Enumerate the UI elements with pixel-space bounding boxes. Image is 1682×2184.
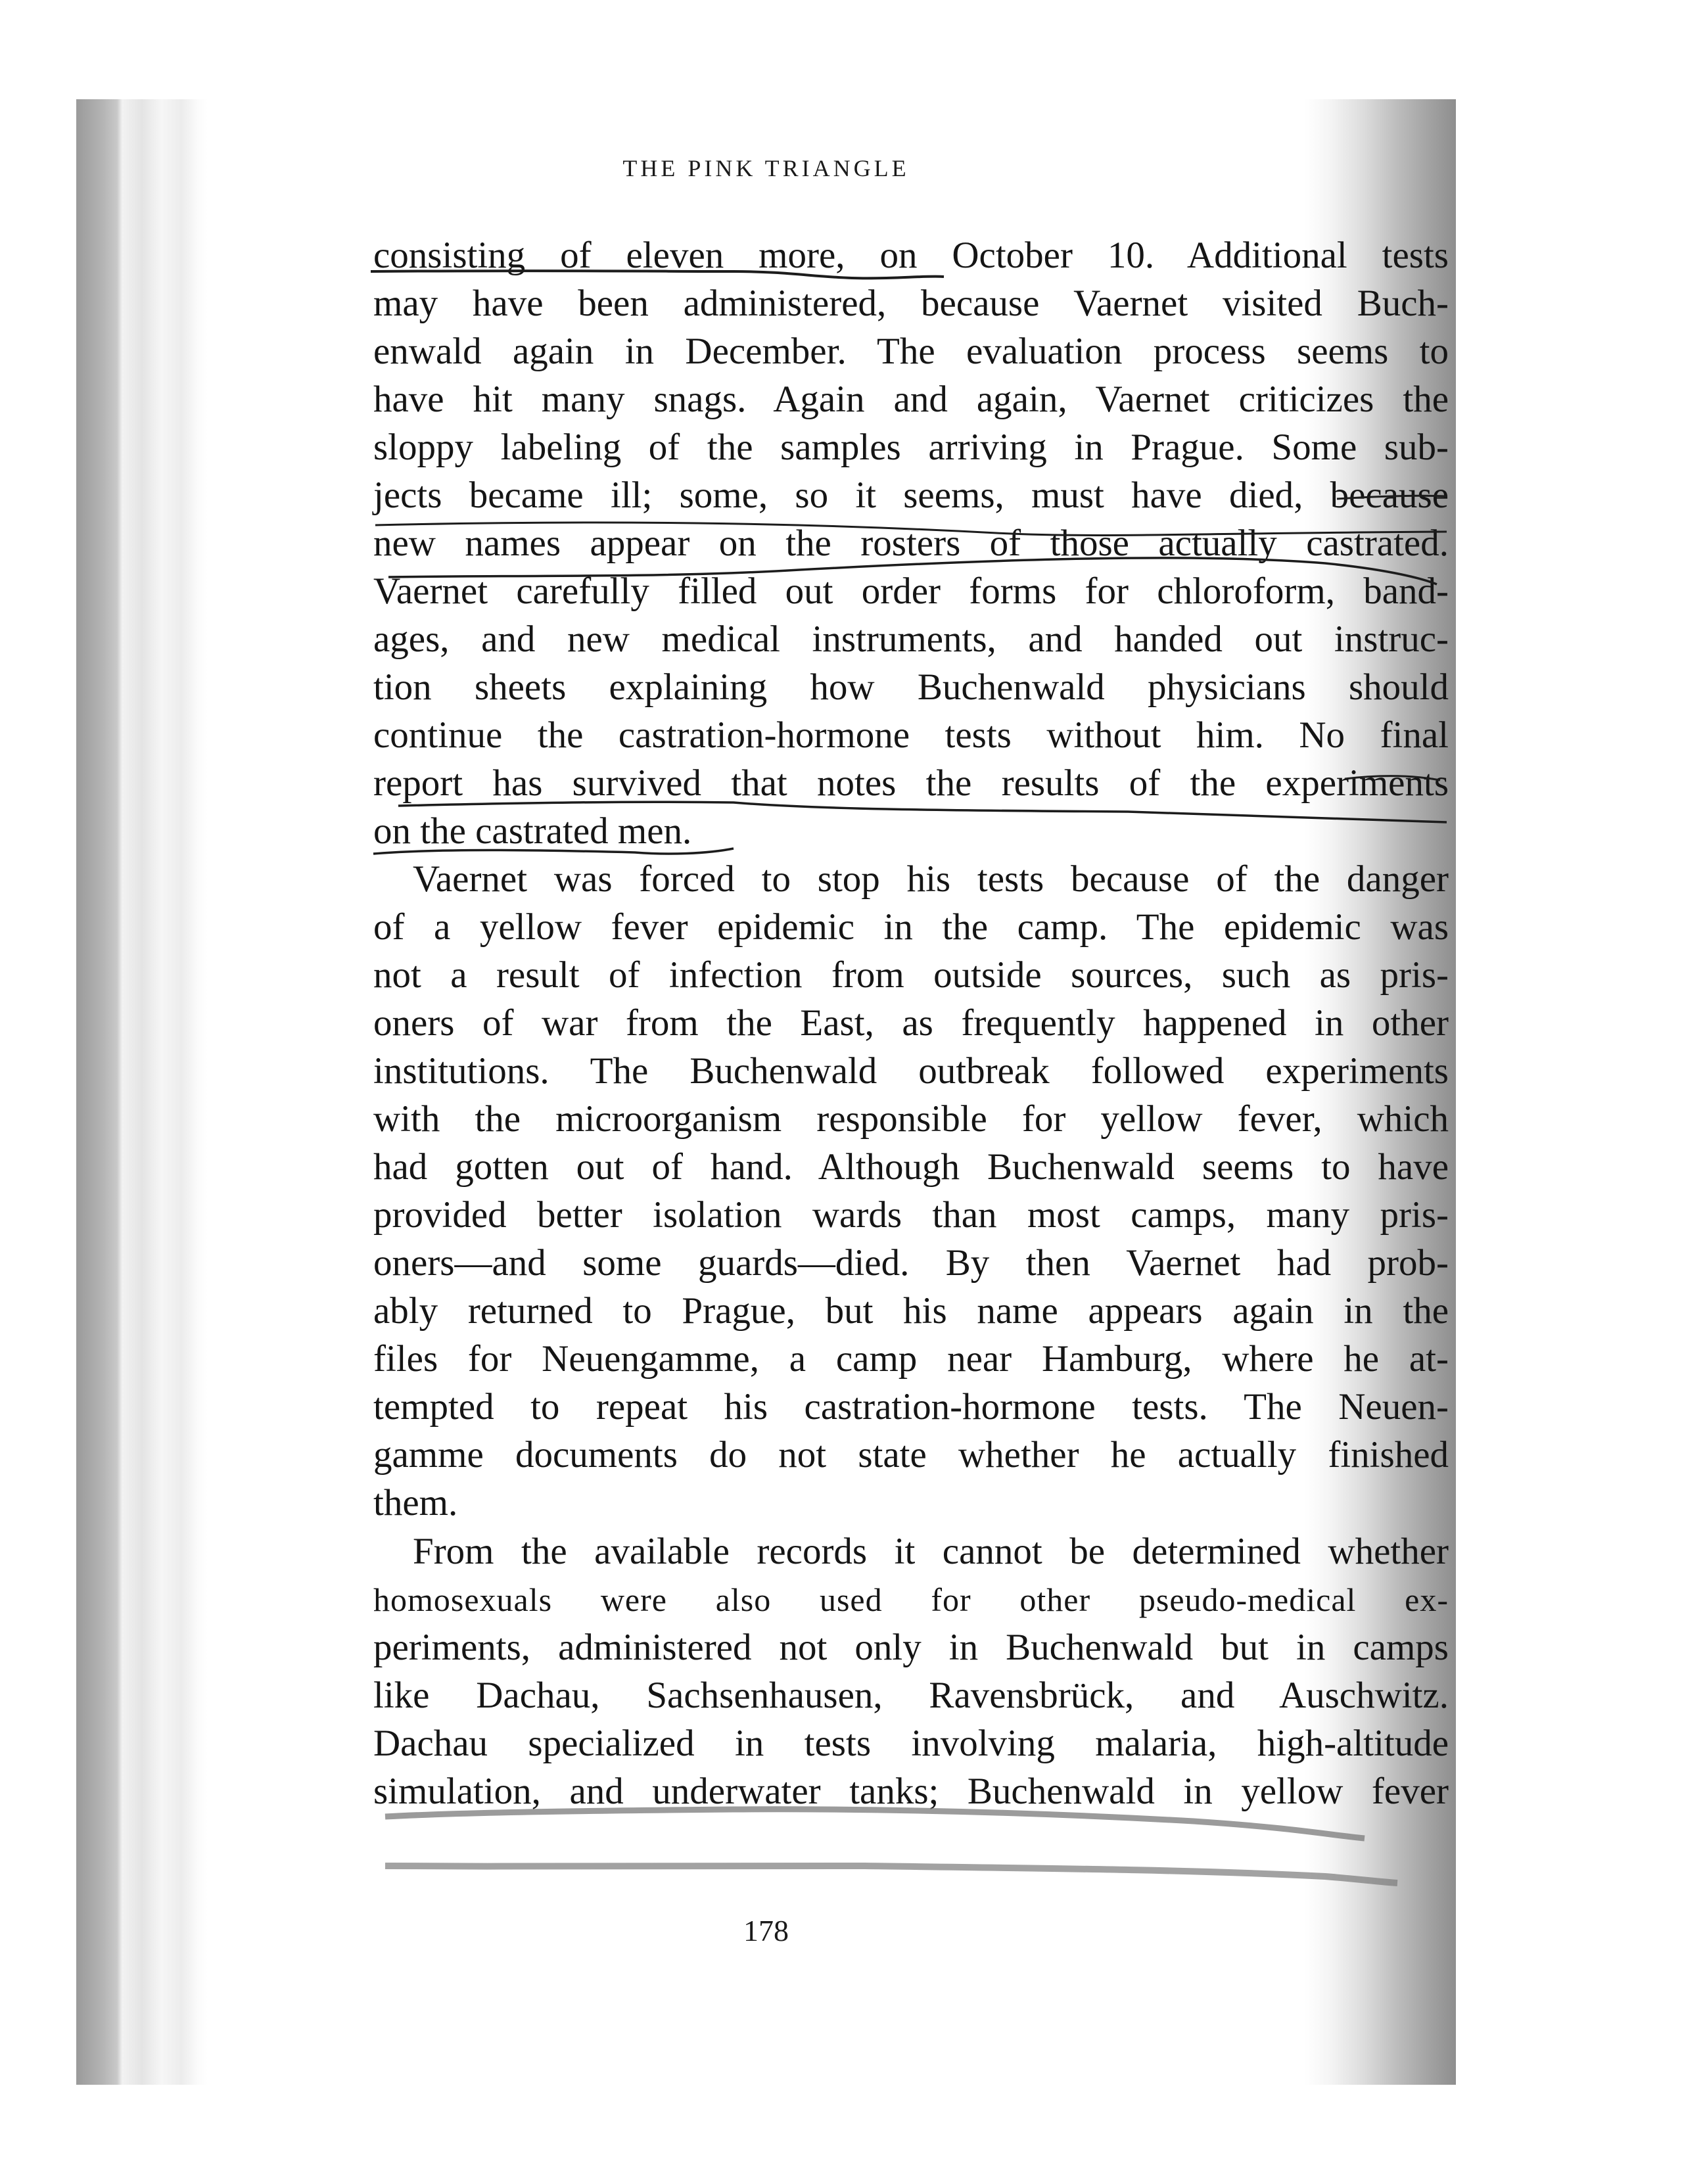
text-line: new names appear on the rosters of those actually castrated. — [373, 523, 1449, 564]
text-line: oners of war from the East, as frequently happened in other — [373, 1002, 1449, 1044]
text-line: may have been administered, because Vaernet visited Buch- — [373, 283, 1449, 324]
text-line: Dachau specialized in tests involving malaria, high-altitude — [373, 1723, 1449, 1764]
text-line: like Dachau, Sachsenhausen, Ravensbrück, and Auschwitz. — [373, 1675, 1449, 1716]
text-line: ages, and new medical instruments, and handed out instruc- — [373, 618, 1449, 660]
text-line: them. — [373, 1482, 458, 1523]
text-line: files for Neuengamme, a camp near Hamburg, where he at- — [373, 1338, 1449, 1380]
text-line: on the castrated men. — [373, 810, 692, 852]
book-gutter-shadow — [76, 99, 208, 2085]
text-line: oners—and some guards—died. By then Vaernet had prob- — [373, 1242, 1449, 1284]
text-line: sloppy labeling of the samples arriving in Prague. Some sub- — [373, 427, 1449, 468]
page-number: 178 — [743, 1914, 789, 1947]
pencil-underline — [385, 1809, 1365, 1838]
text-line: consisting of eleven more, on October 10. Additional tests — [373, 235, 1449, 276]
text-line: enwald again in December. The evaluation process seems to — [373, 331, 1449, 372]
text-line: ably returned to Prague, but his name appears again in the — [373, 1290, 1449, 1332]
scanned-book-page — [76, 99, 1456, 2085]
text-line: homosexuals were also used for other pseudo-medical ex- — [373, 1581, 1449, 1618]
text-line: have hit many snags. Again and again, Vaernet criticizes the — [373, 379, 1449, 420]
text-line: with the microorganism responsible for yellow fever, which — [373, 1098, 1449, 1140]
text-line: gamme documents do not state whether he actually finished — [373, 1434, 1449, 1475]
text-line: tempted to repeat his castration-hormone tests. The Neuen- — [373, 1386, 1449, 1428]
text-line: report has survived that notes the results of the experiments — [373, 762, 1449, 804]
text-line: tion sheets explaining how Buchenwald physicians should — [373, 666, 1449, 708]
text-line: Vaernet was forced to stop his tests because of the danger — [413, 858, 1449, 900]
text-line: From the available records it cannot be determined whether — [413, 1531, 1449, 1572]
running-head: THE PINK TRIANGLE — [622, 155, 910, 181]
text-line: not a result of infection from outside sources, such as pris- — [373, 954, 1449, 996]
text-line: simulation, and underwater tanks; Buchenwald in yellow fever — [373, 1771, 1449, 1812]
text-line: institutions. The Buchenwald outbreak followed experiments — [373, 1050, 1449, 1092]
text-line: continue the castration-hormone tests without him. No final — [373, 714, 1449, 756]
text-line: of a yellow fever epidemic in the camp. The epidemic was — [373, 906, 1449, 948]
text-line: provided better isolation wards than most camps, many pris- — [373, 1194, 1449, 1236]
pencil-underline — [385, 1865, 1397, 1883]
text-line: periments, administered not only in Buchenwald but in camps — [373, 1627, 1449, 1668]
text-line: jects became ill; some, so it seems, must have died, because — [373, 475, 1449, 516]
text-line: had gotten out of hand. Although Buchenwald seems to have — [373, 1146, 1449, 1188]
text-line: Vaernet carefully filled out order forms for chloroform, band- — [373, 570, 1449, 612]
